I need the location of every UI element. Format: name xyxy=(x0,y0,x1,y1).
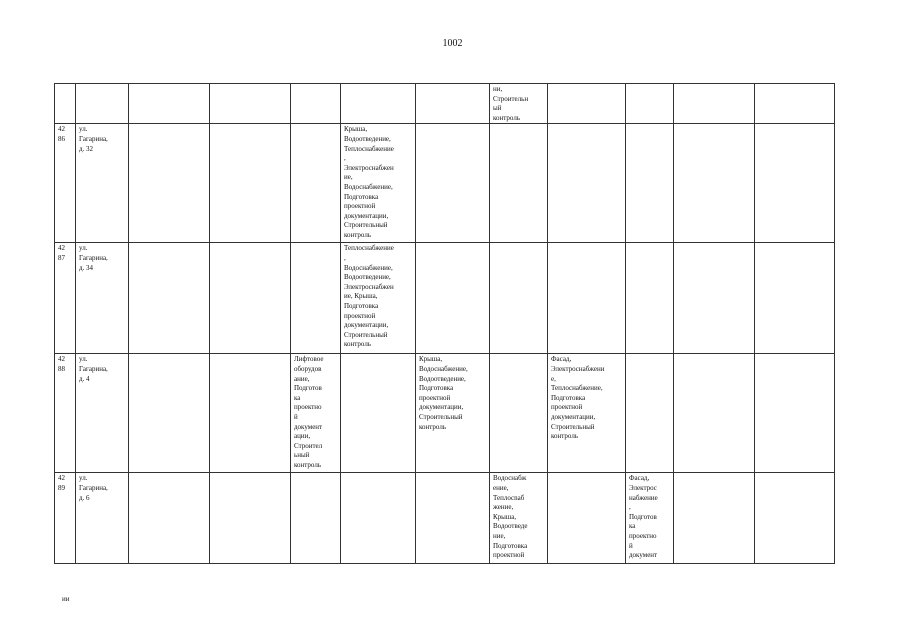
table-cell: ул. Гагарина, д. 32 xyxy=(76,124,129,243)
table-cell xyxy=(755,124,835,243)
table-row xyxy=(55,354,835,473)
table-cell xyxy=(674,124,755,243)
table-cell: 42 87 xyxy=(55,243,76,354)
table-cell xyxy=(129,354,210,473)
table-cell xyxy=(291,473,341,564)
table-cell xyxy=(341,473,416,564)
table-cell xyxy=(755,354,835,473)
table-cell xyxy=(210,124,291,243)
data-table xyxy=(54,83,835,564)
table-cell xyxy=(291,124,341,243)
table-cell: Теплоснабжение , Водоснабжение, Водоотведение, Электроснабжен ие, Крыша, Подготовка проектной документации, Строительный контроль xyxy=(341,243,416,354)
table-cell xyxy=(626,243,674,354)
table-cell: ул. Гагарина, д. 34 xyxy=(76,243,129,354)
table-cell xyxy=(674,84,755,124)
table-cell xyxy=(416,124,490,243)
table-cell xyxy=(76,84,129,124)
table-cell xyxy=(291,84,341,124)
table-cell xyxy=(291,243,341,354)
table-cell xyxy=(210,354,291,473)
table-cell: 42 89 xyxy=(55,473,76,564)
table-cell xyxy=(755,243,835,354)
table-cell xyxy=(548,473,626,564)
footer-note: ии xyxy=(62,595,70,603)
table-cell xyxy=(210,84,291,124)
table-cell xyxy=(416,84,490,124)
table-row xyxy=(55,124,835,243)
table-cell xyxy=(129,243,210,354)
table-cell: Фасад, Электроснабжени е, Теплоснабжение, Подготовка проектной документации, Строительный контроль xyxy=(548,354,626,473)
table-cell xyxy=(129,124,210,243)
table-cell: 42 88 xyxy=(55,354,76,473)
table-cell: 42 86 xyxy=(55,124,76,243)
table-cell xyxy=(490,354,548,473)
table-row xyxy=(55,84,835,124)
table-cell: Фасад, Электрос набжение , Подготов ка проектно й документ xyxy=(626,473,674,564)
table-cell xyxy=(674,354,755,473)
table-cell xyxy=(416,473,490,564)
table-cell xyxy=(626,84,674,124)
table-cell xyxy=(210,473,291,564)
table-cell: Водоснабж ение, Теплосnаб жение, Крыша, Водоотведе ние, Подготовка проектной xyxy=(490,473,548,564)
table-cell: ул. Гагарина, д. 4 xyxy=(76,354,129,473)
table-cell: ул. Гагарина, д. 6 xyxy=(76,473,129,564)
table-cell xyxy=(674,473,755,564)
table-cell xyxy=(129,473,210,564)
table-cell xyxy=(548,243,626,354)
table-row xyxy=(55,473,835,564)
table-cell: ни, Строительн ый контроль xyxy=(490,84,548,124)
table-cell: Лифтовое оборудов ание, Подготов ка проектно й документ ации, Строител ьный контроль xyxy=(291,354,341,473)
table-cell xyxy=(416,243,490,354)
table-cell xyxy=(490,124,548,243)
table-cell: Крыша, Водоотведение, Теплоснабжение , Электроснабжен ие, Водоснабжение, Подготовка проектной документации, Строительный контроль xyxy=(341,124,416,243)
table-cell xyxy=(674,243,755,354)
table-cell xyxy=(341,354,416,473)
table-cell xyxy=(548,124,626,243)
table-cell xyxy=(755,84,835,124)
table-cell: Крыша, Водоснабжение, Водоотведение, Подготовка проектной документации, Строительный контроль xyxy=(416,354,490,473)
table-cell xyxy=(626,124,674,243)
table-cell xyxy=(490,243,548,354)
page-number: 1002 xyxy=(442,38,463,49)
table-row xyxy=(55,243,835,354)
table-cell xyxy=(548,84,626,124)
table-cell xyxy=(341,84,416,124)
table-cell xyxy=(129,84,210,124)
table-cell xyxy=(55,84,76,124)
table-cell xyxy=(755,473,835,564)
table-cell xyxy=(626,354,674,473)
table-cell xyxy=(210,243,291,354)
